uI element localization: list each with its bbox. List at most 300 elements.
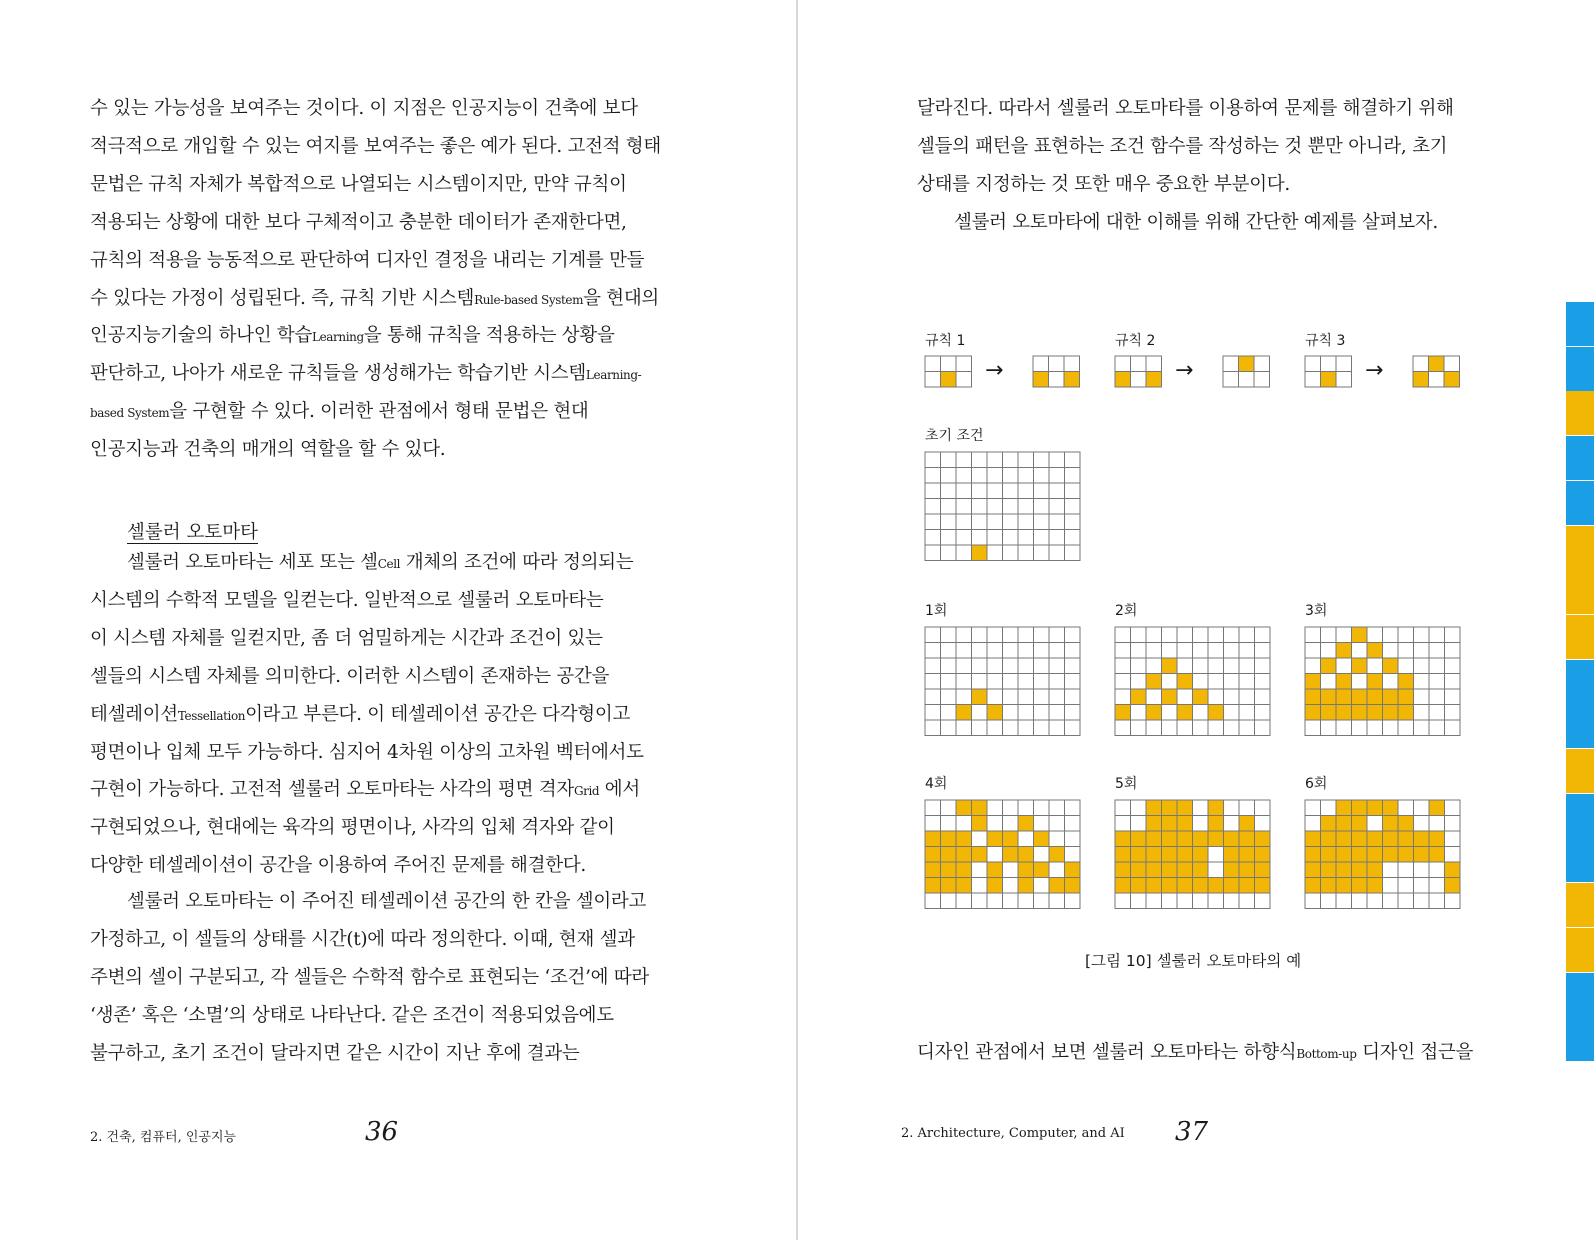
cell-empty <box>1414 816 1430 832</box>
cell-filled <box>1383 658 1399 674</box>
inline-english-term: Cell <box>377 557 401 571</box>
cell-filled <box>1162 689 1178 705</box>
cell-empty <box>1383 627 1399 643</box>
text-line <box>90 135 661 159</box>
cell-filled <box>1429 831 1445 847</box>
cell-empty <box>1414 689 1430 705</box>
text-line <box>90 249 644 273</box>
cell-empty <box>1208 643 1224 659</box>
cell-empty <box>1003 689 1019 705</box>
cell-empty <box>1049 468 1065 484</box>
cell-filled <box>1146 831 1162 847</box>
text-line <box>90 854 586 878</box>
cell-empty <box>1208 658 1224 674</box>
cell-filled <box>1177 831 1193 847</box>
cell-empty <box>956 514 972 530</box>
cell-empty <box>1146 893 1162 909</box>
cell-filled <box>1224 878 1240 894</box>
cell-empty <box>956 720 972 736</box>
cell-empty <box>1003 530 1019 546</box>
cell-filled <box>1305 674 1321 690</box>
cell-filled <box>1131 878 1147 894</box>
cell-empty <box>941 800 957 816</box>
cell-filled <box>1352 705 1368 721</box>
text-segment: 문법은 규칙 자체가 복합적으로 나열되는 시스템이지만, 만약 규칙이 <box>90 173 627 195</box>
cell-empty <box>1131 705 1147 721</box>
cell-empty <box>1255 800 1271 816</box>
cell-empty <box>987 658 1003 674</box>
cell-empty <box>1018 468 1034 484</box>
text-line <box>90 703 630 728</box>
cell-filled <box>1034 831 1050 847</box>
cell-empty <box>1239 658 1255 674</box>
cell-empty <box>1018 627 1034 643</box>
cell-empty <box>1208 689 1224 705</box>
cell-empty <box>1003 499 1019 515</box>
cell-empty <box>1224 720 1240 736</box>
text-segment: 규칙의 적용을 능동적으로 판단하여 디자인 결정을 내리는 기계를 만들 <box>90 249 645 271</box>
cell-empty <box>1429 878 1445 894</box>
cell-filled <box>1239 356 1255 372</box>
cell-empty <box>1018 643 1034 659</box>
cell-filled <box>1018 847 1034 863</box>
cell-filled <box>1367 674 1383 690</box>
cell-empty <box>1034 674 1050 690</box>
cell-empty <box>1065 627 1081 643</box>
cell-empty <box>987 816 1003 832</box>
rule-before-grid <box>1305 356 1352 387</box>
cell-empty <box>1003 658 1019 674</box>
step-grid <box>925 800 1080 909</box>
cell-filled <box>1162 847 1178 863</box>
cell-filled <box>1336 816 1352 832</box>
step-label: 6회 <box>1305 776 1328 792</box>
cell-empty <box>987 847 1003 863</box>
cell-empty <box>1003 452 1019 468</box>
cell-empty <box>956 483 972 499</box>
cell-empty <box>1065 816 1081 832</box>
text-line <box>90 97 638 121</box>
edge-tab <box>1566 660 1594 704</box>
cell-filled <box>1177 816 1193 832</box>
cell-empty <box>987 514 1003 530</box>
edge-tab <box>1566 570 1594 614</box>
cell-empty <box>1224 643 1240 659</box>
cell-empty <box>1224 627 1240 643</box>
cell-filled <box>1321 831 1337 847</box>
cell-filled <box>1367 689 1383 705</box>
cell-filled <box>1146 674 1162 690</box>
edge-tab <box>1566 615 1594 659</box>
cell-empty <box>1367 658 1383 674</box>
cell-empty <box>972 658 988 674</box>
cell-empty <box>1193 720 1209 736</box>
cell-filled <box>1444 372 1460 388</box>
cell-empty <box>1208 627 1224 643</box>
cell-filled <box>1115 372 1131 388</box>
cell-empty <box>987 468 1003 484</box>
text-line <box>90 589 603 613</box>
text-line <box>90 778 640 803</box>
cell-empty <box>1414 862 1430 878</box>
cell-empty <box>1429 372 1445 388</box>
cell-filled <box>1033 372 1049 388</box>
cell-filled <box>987 705 1003 721</box>
arrow-icon: → <box>985 358 1004 383</box>
cell-empty <box>1162 705 1178 721</box>
edge-tab <box>1566 704 1594 748</box>
cell-filled <box>1383 816 1399 832</box>
cell-empty <box>1414 893 1430 909</box>
cell-filled <box>972 545 988 561</box>
cell-empty <box>1065 643 1081 659</box>
cell-filled <box>1321 878 1337 894</box>
cell-filled <box>1336 831 1352 847</box>
cell-empty <box>1305 720 1321 736</box>
cell-empty <box>1321 674 1337 690</box>
cell-filled <box>1352 878 1368 894</box>
cell-empty <box>1146 658 1162 674</box>
cell-empty <box>1193 643 1209 659</box>
cell-empty <box>1162 627 1178 643</box>
cell-filled <box>1162 862 1178 878</box>
cell-empty <box>1414 627 1430 643</box>
cell-filled <box>1383 831 1399 847</box>
cell-empty <box>956 530 972 546</box>
edge-tab <box>1566 794 1594 838</box>
cell-empty <box>956 658 972 674</box>
cell-empty <box>941 514 957 530</box>
cell-empty <box>925 658 941 674</box>
cell-filled <box>1255 831 1271 847</box>
cell-empty <box>925 468 941 484</box>
inline-english-term: Tessellation <box>177 708 246 723</box>
text-line <box>90 211 627 235</box>
cell-empty <box>1018 452 1034 468</box>
cell-empty <box>1131 674 1147 690</box>
cell-filled <box>1305 705 1321 721</box>
cell-empty <box>1065 831 1081 847</box>
edge-tab <box>1566 883 1594 927</box>
edge-tab <box>1566 436 1594 480</box>
cell-filled <box>941 831 957 847</box>
cell-empty <box>1193 674 1209 690</box>
cell-empty <box>987 689 1003 705</box>
cell-empty <box>987 643 1003 659</box>
cell-empty <box>972 452 988 468</box>
cell-empty <box>956 356 972 372</box>
cell-empty <box>1239 372 1255 388</box>
cell-empty <box>972 468 988 484</box>
cell-empty <box>1018 545 1034 561</box>
cell-filled <box>1352 862 1368 878</box>
cell-empty <box>1208 862 1224 878</box>
cell-empty <box>1034 878 1050 894</box>
text-line <box>90 1042 580 1066</box>
cell-empty <box>1018 483 1034 499</box>
text-segment: 적용되는 상황에 대한 보다 구체적이고 충분한 데이터가 존재한다면, <box>90 211 627 233</box>
cell-empty <box>1305 627 1321 643</box>
cell-filled <box>1162 658 1178 674</box>
edge-tab <box>1566 526 1594 570</box>
rule-label: 규칙 2 <box>1115 333 1156 349</box>
rule-before-grid <box>1115 356 1162 387</box>
cell-empty <box>1034 483 1050 499</box>
text-line <box>90 928 635 952</box>
cell-empty <box>1336 372 1352 388</box>
cell-empty <box>1208 720 1224 736</box>
cell-empty <box>1193 816 1209 832</box>
text-segment: 테셀레이션 <box>90 703 178 725</box>
cell-empty <box>1445 816 1461 832</box>
text-segment: 디자인 관점에서 보면 셀룰러 오토마타는 하향식 <box>917 1042 1297 1063</box>
cell-empty <box>1115 816 1131 832</box>
cell-empty <box>1445 689 1461 705</box>
cell-empty <box>1224 816 1240 832</box>
cell-filled <box>1255 862 1271 878</box>
cell-empty <box>1115 800 1131 816</box>
cell-empty <box>1162 893 1178 909</box>
cell-filled <box>1305 878 1321 894</box>
cell-filled <box>1445 862 1461 878</box>
cell-empty <box>1162 720 1178 736</box>
cell-empty <box>925 705 941 721</box>
cell-filled <box>1429 800 1445 816</box>
cell-empty <box>1018 514 1034 530</box>
cell-empty <box>1224 800 1240 816</box>
cell-empty <box>1115 689 1131 705</box>
cell-empty <box>925 627 941 643</box>
cell-empty <box>1115 627 1131 643</box>
text-line <box>90 627 603 651</box>
cell-empty <box>1065 468 1081 484</box>
cell-filled <box>1336 800 1352 816</box>
cell-empty <box>1049 705 1065 721</box>
cell-empty <box>1034 499 1050 515</box>
cell-filled <box>941 862 957 878</box>
cell-empty <box>1049 499 1065 515</box>
cell-filled <box>1065 862 1081 878</box>
cell-empty <box>1239 674 1255 690</box>
cell-filled <box>1336 862 1352 878</box>
cell-empty <box>956 545 972 561</box>
cell-empty <box>1049 674 1065 690</box>
cell-filled <box>1239 862 1255 878</box>
cell-empty <box>1398 627 1414 643</box>
cell-empty <box>1177 893 1193 909</box>
cell-empty <box>1003 514 1019 530</box>
cell-empty <box>1065 545 1081 561</box>
text-segment: 셀들의 시스템 자체를 의미한다. 이러한 시스템이 존재하는 공간을 <box>90 665 610 687</box>
cell-empty <box>956 372 972 388</box>
cell-empty <box>1305 356 1321 372</box>
cell-empty <box>1255 643 1271 659</box>
cell-empty <box>1352 720 1368 736</box>
cell-empty <box>987 800 1003 816</box>
text-segment: 주변의 셀이 구분되고, 각 셀들은 수학적 함수로 표현되는 ‘조건’에 따라 <box>90 966 649 988</box>
cell-filled <box>1367 862 1383 878</box>
text-segment: 디자인 접근을 <box>1356 1042 1474 1063</box>
cell-filled <box>972 847 988 863</box>
cell-filled <box>987 878 1003 894</box>
cell-empty <box>956 499 972 515</box>
cell-empty <box>1049 452 1065 468</box>
cell-filled <box>1224 862 1240 878</box>
cell-filled <box>1146 800 1162 816</box>
cell-empty <box>1305 643 1321 659</box>
edge-tab <box>1566 928 1594 972</box>
cell-empty <box>1018 530 1034 546</box>
cell-filled <box>972 816 988 832</box>
text-segment: 수 있다는 가정이 성립된다. 즉, 규칙 기반 시스템 <box>90 287 475 309</box>
right-footer-chapter: 2. Architecture, Computer, and AI <box>901 1126 1125 1141</box>
cell-filled <box>1146 705 1162 721</box>
cell-empty <box>925 514 941 530</box>
cell-empty <box>1065 847 1081 863</box>
cell-filled <box>1115 831 1131 847</box>
cell-empty <box>925 893 941 909</box>
cell-empty <box>941 705 957 721</box>
cell-empty <box>1131 643 1147 659</box>
cell-filled <box>1239 831 1255 847</box>
cell-filled <box>1162 878 1178 894</box>
cell-filled <box>1131 862 1147 878</box>
cell-filled <box>956 878 972 894</box>
text-line <box>90 816 615 840</box>
edge-tab <box>1566 838 1594 882</box>
cell-empty <box>1224 674 1240 690</box>
cell-empty <box>1018 674 1034 690</box>
rule-after-grid <box>1033 356 1080 387</box>
cell-filled <box>1321 705 1337 721</box>
cell-empty <box>1445 800 1461 816</box>
cell-empty <box>1336 720 1352 736</box>
cell-empty <box>1445 893 1461 909</box>
arrow-icon: → <box>1175 358 1194 383</box>
cell-filled <box>925 862 941 878</box>
cell-empty <box>1352 674 1368 690</box>
inline-english-term: Learning- <box>585 368 642 383</box>
text-line <box>90 400 589 425</box>
step-grid <box>925 627 1080 736</box>
cell-empty <box>1049 643 1065 659</box>
cell-filled <box>1321 658 1337 674</box>
cell-filled <box>1131 831 1147 847</box>
cell-empty <box>1064 356 1080 372</box>
text-segment: 다양한 테셀레이션이 공간을 이용하여 주어진 문제를 해결한다. <box>90 855 586 877</box>
cell-empty <box>1239 893 1255 909</box>
cell-empty <box>1383 674 1399 690</box>
cell-empty <box>1018 499 1034 515</box>
cell-empty <box>1224 689 1240 705</box>
cell-empty <box>1336 356 1352 372</box>
text-segment: 개체의 조건에 따라 정의되는 <box>400 552 634 573</box>
cell-empty <box>1065 689 1081 705</box>
cell-filled <box>1034 862 1050 878</box>
cell-empty <box>1049 530 1065 546</box>
cell-empty <box>1321 800 1337 816</box>
cell-filled <box>956 800 972 816</box>
step-grid <box>1305 800 1460 909</box>
cell-empty <box>1255 658 1271 674</box>
cell-empty <box>956 893 972 909</box>
cell-filled <box>1146 816 1162 832</box>
cell-filled <box>925 847 941 863</box>
cell-empty <box>1177 643 1193 659</box>
cell-empty <box>1065 452 1081 468</box>
left-footer-chapter: 2. 건축, 컴퓨터, 인공지능 <box>90 1130 237 1145</box>
cell-empty <box>1131 627 1147 643</box>
cell-empty <box>1444 356 1460 372</box>
cell-empty <box>1034 452 1050 468</box>
step-label: 1회 <box>925 603 948 619</box>
cell-empty <box>941 356 957 372</box>
cell-empty <box>1398 720 1414 736</box>
cell-empty <box>941 689 957 705</box>
cell-filled <box>956 862 972 878</box>
cell-empty <box>1223 356 1239 372</box>
cell-empty <box>956 816 972 832</box>
cell-filled <box>1208 800 1224 816</box>
cell-filled <box>1193 847 1209 863</box>
cell-empty <box>925 689 941 705</box>
cell-empty <box>1115 643 1131 659</box>
edge-tab <box>1566 749 1594 793</box>
cell-filled <box>1003 831 1019 847</box>
cell-filled <box>1321 862 1337 878</box>
cell-empty <box>1131 372 1147 388</box>
cell-empty <box>1115 356 1131 372</box>
cell-filled <box>987 862 1003 878</box>
cell-empty <box>1367 627 1383 643</box>
cell-empty <box>972 674 988 690</box>
cell-empty <box>1445 643 1461 659</box>
cell-empty <box>1193 893 1209 909</box>
cell-filled <box>956 831 972 847</box>
cell-filled <box>941 847 957 863</box>
cell-empty <box>941 643 957 659</box>
cell-empty <box>1321 627 1337 643</box>
cell-empty <box>1352 643 1368 659</box>
cell-filled <box>1336 689 1352 705</box>
cell-filled <box>1146 862 1162 878</box>
cell-empty <box>1367 893 1383 909</box>
cell-empty <box>1003 705 1019 721</box>
cell-filled <box>1398 816 1414 832</box>
cell-empty <box>1065 800 1081 816</box>
cell-empty <box>1065 720 1081 736</box>
cell-empty <box>1146 643 1162 659</box>
cell-empty <box>1336 893 1352 909</box>
cell-empty <box>1398 643 1414 659</box>
cell-empty <box>1003 468 1019 484</box>
right-page-number: 37 <box>1175 1117 1209 1147</box>
figure-cellular-automata <box>797 0 1594 1240</box>
cell-empty <box>925 674 941 690</box>
edge-tab <box>1566 302 1594 346</box>
cell-empty <box>1321 356 1337 372</box>
cell-empty <box>1049 816 1065 832</box>
cell-filled <box>941 372 957 388</box>
cell-empty <box>941 627 957 643</box>
text-segment: 구현이 가능하다. 고전적 셀룰러 오토마타는 사각의 평면 격자 <box>90 779 574 801</box>
cell-empty <box>1049 372 1065 388</box>
cell-empty <box>1239 627 1255 643</box>
cell-empty <box>1065 514 1081 530</box>
cell-empty <box>972 893 988 909</box>
cell-empty <box>1223 372 1239 388</box>
cell-filled <box>1003 847 1019 863</box>
